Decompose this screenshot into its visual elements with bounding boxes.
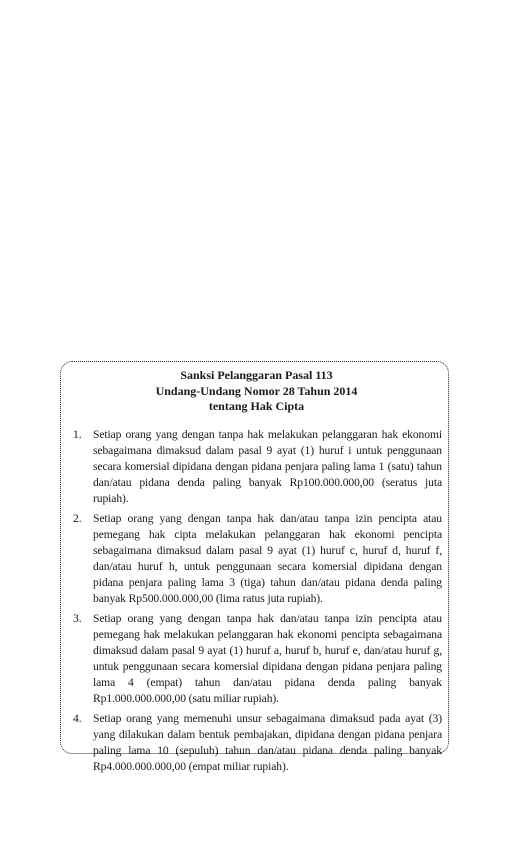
clause-item <box>71 711 442 775</box>
clause-text: Setiap orang yang dengan tanpa hak dan/atau tanpa izin pencipta atau pemegang hak cipta melakukan pelanggaran hak ekonomi pencipta sebagaimana dimaksud dalam pasal 9 ayat (1) huruf c, huruf d, huruf f, dan/atau huruf h, untuk penggunaan secara komersial dipidana dengan pidana penjara paling lama 3 (tiga) tahun dan/atau pidana denda paling banyak Rp500.000.000,00 (lima ratus juta rupiah). <box>93 511 442 605</box>
notice-title-line: tentang Hak Cipta <box>208 399 305 413</box>
clause-number: 1. <box>73 427 82 441</box>
clause-number: 3. <box>73 611 82 625</box>
notice-title-line: Undang-Undang Nomor 28 Tahun 2014 <box>155 383 358 398</box>
clause-item <box>71 427 442 507</box>
copyright-sanction-notice <box>60 361 449 773</box>
clause-item <box>71 511 442 607</box>
clause-number: 4. <box>73 711 82 725</box>
notice-title <box>71 368 442 415</box>
clause-list <box>71 427 442 775</box>
clause-item <box>71 611 442 707</box>
clause-text: Setiap orang yang dengan tanpa hak melakukan pelanggaran hak ekonomi sebagaimana dimaksud dalam pasal 9 ayat (1) huruf i untuk penggunaan secara komersial dipidana dengan pidana penjara paling lama 1 (satu) tahun dan/atau pidana denda paling banyak Rp100.000.000,00 (seratus juta rupiah). <box>93 427 442 505</box>
notice-title-line: Sanksi Pelanggaran Pasal 113 <box>180 368 333 382</box>
clause-text: Setiap orang yang memenuhi unsur sebagaimana dimaksud pada ayat (3) yang dilakukan dalam bentuk pembajakan, dipidana dengan pidana penjara paling lama 10 (sepuluh) tahun dan/atau pidana denda paling banyak Rp4.000.000.000,00 (empat miliar rupiah). <box>93 711 442 773</box>
clause-number: 2. <box>73 511 82 525</box>
clause-text: Setiap orang yang dengan tanpa hak dan/atau tanpa izin pencipta atau pemegang hak melakukan pelanggaran hak ekonomi pencipta sebagaimana dimaksud dalam pasal 9 ayat (1) huruf a, huruf b, huruf e, dan/atau huruf g, untuk penggunaan secara komersial dipidana dengan pidana penjara paling lama 4 (empat) tahun dan/atau pidana denda paling banyak Rp1.000.000.000,00 (satu miliar rupiah). <box>93 611 442 705</box>
